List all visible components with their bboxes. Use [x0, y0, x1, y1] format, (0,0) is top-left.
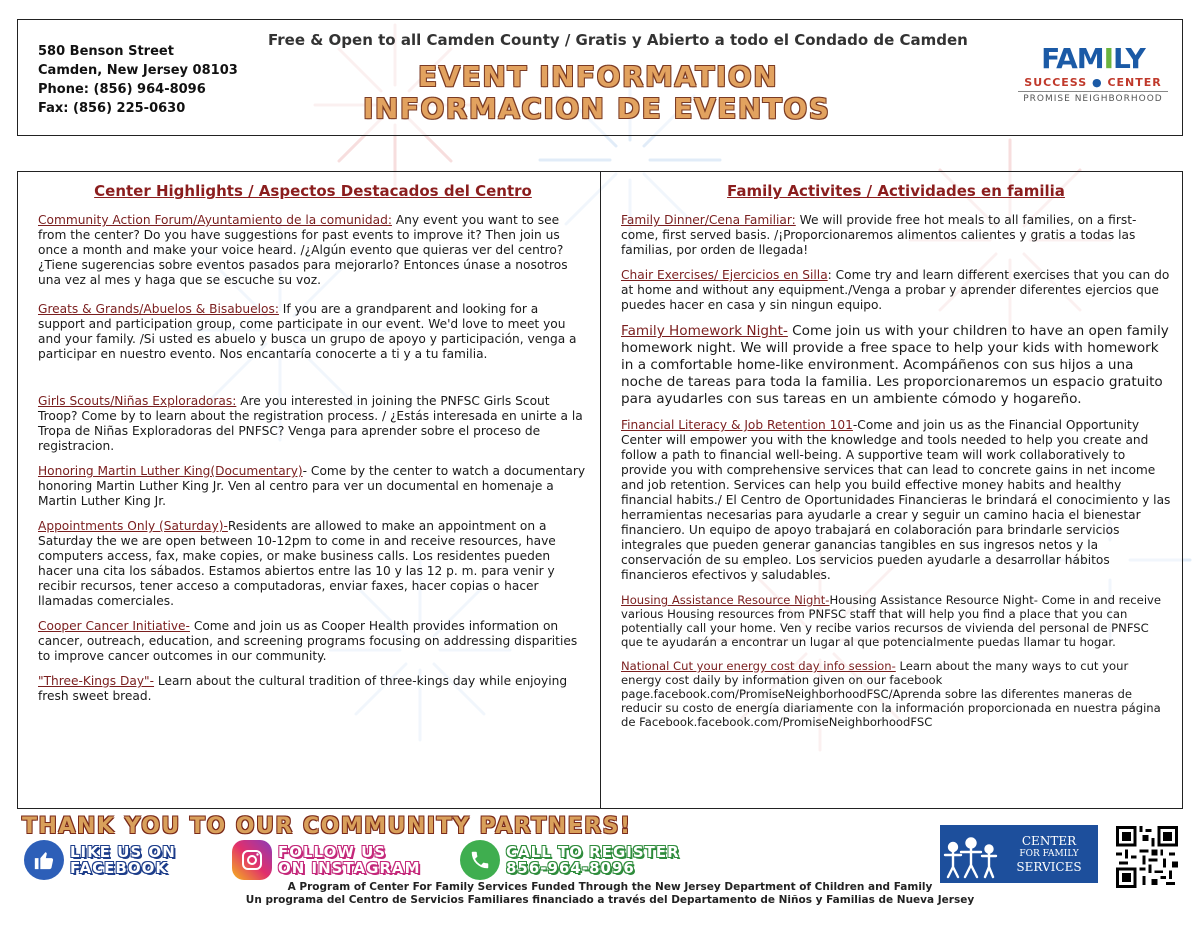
- family-success-center-logo: [1018, 44, 1168, 104]
- column-divider: [600, 172, 601, 808]
- center-highlights-column: [38, 184, 588, 714]
- partners-title: THANK YOU TO OUR COMMUNITY PARTNERS!: [22, 814, 632, 839]
- phone-icon: [460, 840, 500, 880]
- event-item: Greats & Grands/Abuelos & Bisabuelos: If you are a grandparent and looking for a support and participation group, come participate in our event. We'd love to meet you and your family. /Si usted es abuelo y busca un grupo de apoyo y participación, venga a participar en nuestro evento. Nos encantaría conocerte a ti y a tu familia.: [38, 302, 577, 361]
- center-highlights-heading: Center Highlights / Aspectos Destacados del Centro: [94, 182, 532, 200]
- event-item: Housing Assistance Resource Night-Housing Assistance Resource Night- Come in and receive various Housing resources from PNFSC staff that will help you find a place that you can potentially call your home. Ven y recibe varios recursos de vivienda del personal de PNFSC que te ayudarán a encontrar un lugar al que potencialmente puedas llamar tu hogar.: [621, 593, 1162, 649]
- call-to-register-link[interactable]: [460, 838, 680, 882]
- qr-code[interactable]: [1116, 826, 1178, 888]
- logo-brand: FAMILY: [1041, 42, 1145, 75]
- event-item: Financial Literacy & Job Retention 101-Come and join us as the Financial Opportunity Center will empower you with the knowledge and tools needed to help you create and follow a path to financial well-being. A supportive team will work collaboratively to provide you with comprehensive services that can lead to concrete gains in net income and job retention. Services can help you build effective money habits and healthy financial habits./ El Centro de Oportunidades Financieras le brindará el conocimiento y las herramientas necesarias para ayudarle a crear y seguir un camino hacia el bienestar financiero. Un equipo de apoyo trabajará en colaboración para brindarle servicios integrales que pueden generar ganancias tangibles en sus ingresos netos y la conservación de su empleo. Los servicios pueden ayudarle a desarrollar hábitos financieros efectivos y saludables.: [621, 418, 1171, 582]
- tagline: Free & Open to all Camden County / Gratis y Abierto a todo el Condado de Camden: [268, 31, 968, 49]
- address-phone: Phone: (856) 964-8096: [38, 82, 206, 97]
- event-item: Family Homework Night- Come join us with your children to have an open family homework night. We will provide a free space to help your kids with homework in a comfortable home-like environment. Acompáñenos con sus hijos a una noche de tareas para toda la familia. Les proporcionaremos un espacio gratuito para ayudarles con sus tareas en un ambiente cómodo y hogareño.: [621, 323, 1169, 407]
- event-item: Cooper Cancer Initiative- Come and join us as Cooper Health provides information on cancer, outreach, education, and screening programs focusing on addressing disparities to improve cancer outcomes in our community.: [38, 619, 578, 663]
- facebook-link[interactable]: [24, 838, 176, 882]
- call-label: CALL TO REGISTER 856-964-8096: [506, 843, 680, 877]
- logo-tagline: PROMISE NEIGHBORHOOD: [1018, 91, 1168, 104]
- family-figures-icon: [941, 825, 1001, 883]
- instagram-link[interactable]: [232, 838, 421, 882]
- header-box: [17, 19, 1183, 136]
- facebook-label: LIKE US ON FACEBOOK: [70, 843, 176, 877]
- family-activities-heading: Family Activites / Actividades en familia: [727, 182, 1065, 200]
- main-content-box: [17, 171, 1183, 809]
- event-item: Honoring Martin Luther King(Documentary)- Come by the center to watch a documentary honoring Martin Luther King Jr. Ven al centro para ver un documental en homenaje a Martin Luther King Jr.: [38, 464, 586, 508]
- event-item: Family Dinner/Cena Familiar: We will provide free hot meals to all families, on a first-come, first served basis. /¡Proporcionaremos alimentos calientes y gratis a todas las familias, por orden de llegada!: [621, 213, 1137, 257]
- family-activities-column: [621, 184, 1171, 739]
- thumbs-up-icon: [24, 840, 64, 880]
- address-fax: Fax: (856) 225-0630: [38, 101, 186, 116]
- instagram-label: FOLLOW US ON INSTAGRAM: [278, 843, 421, 877]
- program-spanish: Un programa del Centro de Servicios Familiares financiado a través del Departamento de Niños y Familias de Nueva Jersey: [245, 894, 975, 906]
- address-street: 580 Benson Street: [38, 44, 174, 59]
- event-item: Community Action Forum/Ayuntamiento de la comunidad: Any event you want to see from the center? Do you have suggestions for past events to improve it? Then join us once a month and make your voice heard. /¿Algún evento que quieras ver del centro? ¿Tiene sugerencias sobre eventos pasados para mejorarlo? Entonces únase a nosotros una vez al mes y haga que se escuche su voz.: [38, 213, 568, 287]
- event-item: "Three-Kings Day"- Learn about the cultural tradition of three-kings day while enjoying fresh sweet bread.: [38, 674, 568, 703]
- event-item: National Cut your energy cost day info session- Learn about the many ways to cut your energy cost daily by information given on our facebook page.facebook.com/PromiseNeighborhoodFSC/Aprenda sobre las diferentes maneras de reducir su costo de energía diariamente con la información proporcionada en nuestra página de Facebook.facebook.com/PromiseNeighborhoodFSC: [621, 659, 1161, 729]
- address-block: [38, 42, 238, 118]
- event-item: Chair Exercises/ Ejercicios en Silla: Come try and learn different exercises that you can do at home and without any equipment./Venga a probar y aprender diferentes ejercios que puedes hacer en casa y sin ningun equipo.: [621, 268, 1170, 312]
- title-english: EVENT INFORMATION: [418, 60, 779, 93]
- event-item: Girls Scouts/Niñas Exploradoras: Are you interested in joining the PNFSC Girls Scout Troop? Come by to learn about the registration process. / ¿Estás interesada en unirte a la Tropa de Niñas Exploradoras del PNFSC? Venga para aprender sobre el proceso de registracion.: [38, 394, 583, 453]
- program-english: A Program of Center For Family Services Funded Through the New Jersey Department of Children and Family: [287, 881, 933, 893]
- center-for-family-services-logo: [940, 825, 1098, 883]
- address-city: Camden, New Jersey 08103: [38, 63, 238, 78]
- cffs-text: CENTER FOR FAMILY SERVICES: [1016, 833, 1082, 874]
- event-item: Appointments Only (Saturday)-Residents are allowed to make an appointment on a Saturday the we are open between 10-12pm to come in and receive resources, have computers access, fax, make copies, or make business calls. Los residentes pueden hacer una cita los sábados. Estamos abiertos entre las 10 y las 12 p. m. para venir y recibir recursos, tener acceso a computadoras, enviar faxes, hacer copias o hacer llamadas comerciales.: [38, 519, 556, 608]
- camera-icon: [232, 840, 272, 880]
- program-statement: [220, 881, 1000, 907]
- title-spanish: INFORMACION DE EVENTOS: [363, 92, 831, 125]
- logo-subtitle: SUCCESS ● CENTER: [1024, 76, 1162, 89]
